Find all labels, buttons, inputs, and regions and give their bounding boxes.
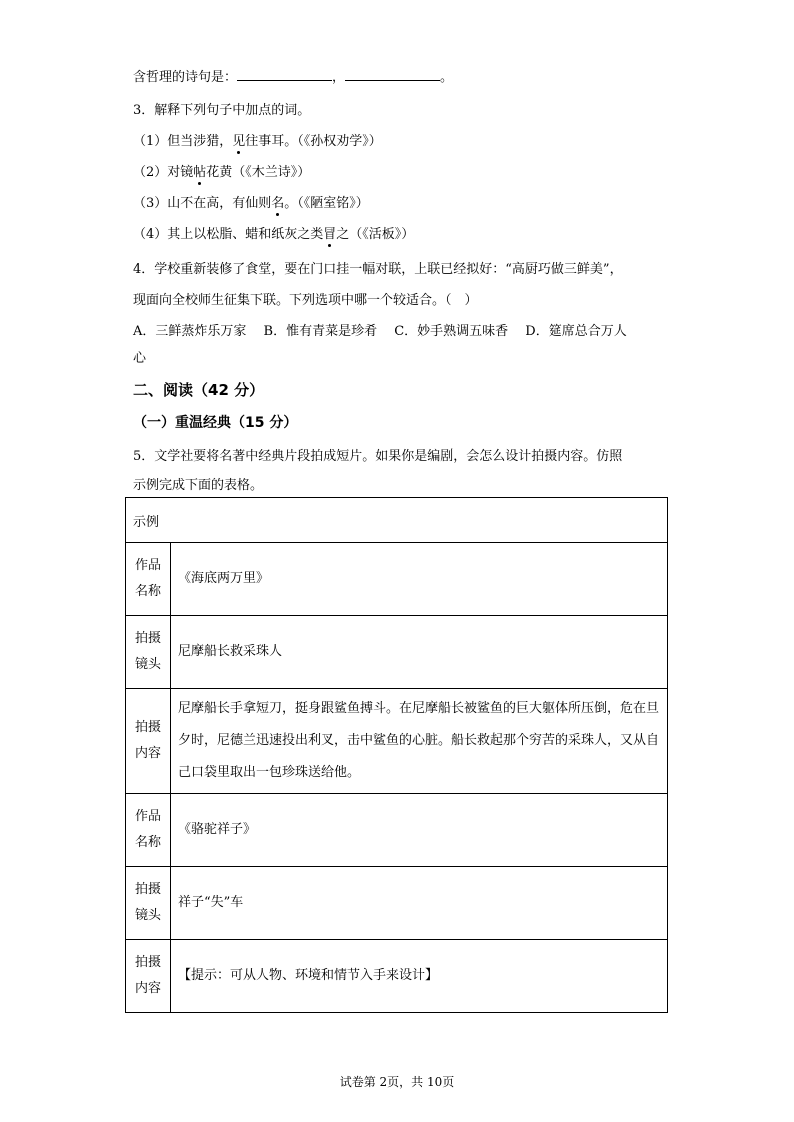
row-label: 拍摄内容 <box>126 689 171 794</box>
row-value: 尼摩船长救采珠人 <box>171 616 668 689</box>
table-row <box>126 794 668 867</box>
question-4-line-1: 4．学校重新装修了食堂，要在门口挂一幅对联，上联已经拟好：“高厨巧做三鲜美”， <box>133 262 623 277</box>
item-text: 之（《活板》） <box>336 227 415 242</box>
dotted-word: 见 <box>232 134 246 149</box>
question-3-item-1 <box>133 130 382 149</box>
table-row <box>126 867 668 940</box>
row-value: 《海底两万里》 <box>171 543 668 616</box>
question-5-line-2: 示例完成下面的表格。 <box>133 478 264 493</box>
row-value: 《骆驼祥子》 <box>171 794 668 867</box>
item-text: （4）其上以松脂、蜡和纸灰之类 <box>133 227 324 242</box>
dotted-word: 帖 <box>193 165 207 180</box>
period: 。 <box>440 70 454 85</box>
question-4-line-2: 现面向全校师生征集下联。下列选项中哪一个较适合。（ ） <box>133 293 478 308</box>
question-3-item-3 <box>133 192 369 211</box>
question-3-item-2 <box>133 161 310 180</box>
row-value: 祥子“失”车 <box>171 867 668 940</box>
row-value: 尼摩船长手拿短刀，挺身跟鲨鱼搏斗。在尼摩船长被鲨鱼的巨大躯体所压倒，危在旦夕时，尼德兰迅速投出利叉，击中鲨鱼的心脏。船长救起那个穷苦的采珠人，又从自己口袋里取出一包珍珠送给他。 <box>171 689 668 794</box>
answer-blank-1[interactable] <box>237 66 332 81</box>
table-header-row <box>126 498 668 543</box>
subsection-heading: （一）重温经典（15 分） <box>133 415 298 431</box>
question-4-options-wrap: 心 <box>133 351 147 366</box>
row-label: 拍摄内容 <box>126 940 171 1013</box>
row-label: 拍摄镜头 <box>126 867 171 940</box>
table-header: 示例 <box>126 498 668 543</box>
table-row <box>126 689 668 794</box>
answer-line <box>133 66 453 85</box>
row-label: 拍摄镜头 <box>126 616 171 689</box>
item-text: （1）但当涉猎， <box>133 134 233 149</box>
answer-blank-2[interactable] <box>345 66 440 81</box>
question-3-title: 3．解释下列句子中加点的词。 <box>133 103 311 118</box>
item-text: 花黄（《木兰诗》） <box>206 165 311 180</box>
page-footer: 试卷第 2页，共 10页 <box>339 1075 455 1089</box>
dotted-word: 名 <box>271 196 285 211</box>
table-row <box>126 616 668 689</box>
question-4-options: A．三鲜蒸炸乐万家 B．惟有青菜是珍肴 C．妙手熟调五味香 D．筵席总合万人 <box>133 324 627 339</box>
section-heading: 二、阅读（42 分） <box>133 381 265 399</box>
item-text: （2）对镜 <box>133 165 194 180</box>
question-3-item-4 <box>133 223 414 242</box>
example-table <box>125 497 668 1013</box>
item-text: 往事耳。（《孙权劝学》） <box>245 134 382 149</box>
dotted-word: 冒 <box>323 227 337 242</box>
row-label: 作品名称 <box>126 543 171 616</box>
table-row <box>126 543 668 616</box>
table-row <box>126 940 668 1013</box>
row-label: 作品名称 <box>126 794 171 867</box>
prompt-text: 含哲理的诗句是： <box>133 70 238 85</box>
item-text: 。（《陋室铭》） <box>284 196 369 211</box>
answer-cell[interactable]: 【提示：可从人物、环境和情节入手来设计】 <box>171 940 668 1013</box>
question-5-line-1: 5．文学社要将名著中经典片段拍成短片。如果你是编剧，会怎么设计拍摄内容。仿照 <box>133 449 623 464</box>
item-text: （3）山不在高，有仙则 <box>133 196 272 211</box>
comma: ， <box>332 70 346 85</box>
